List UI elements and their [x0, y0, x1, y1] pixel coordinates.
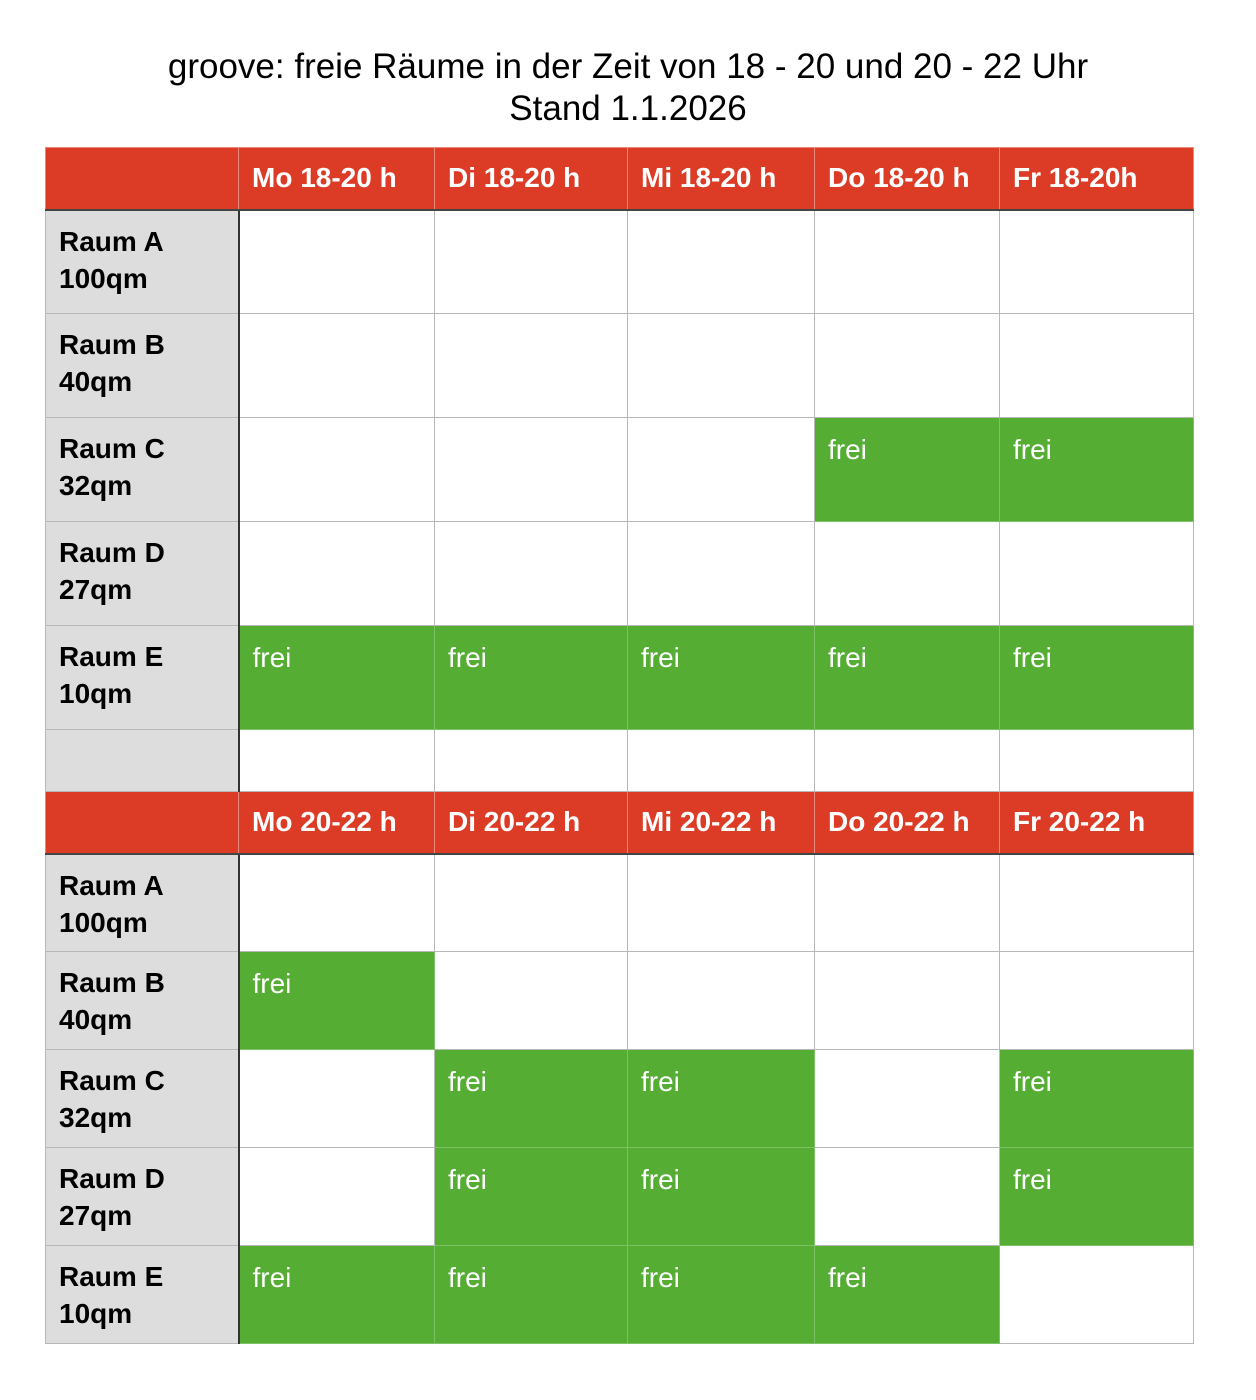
column-header: Fr 20-22 h — [1000, 792, 1194, 854]
room-size: 32qm — [59, 470, 133, 501]
room-size: 27qm — [59, 574, 133, 605]
column-header: Mo 18-20 h — [239, 148, 435, 210]
availability-cell-free — [628, 1246, 815, 1344]
availability-cell-free — [815, 626, 1000, 730]
availability-cell-empty — [628, 854, 815, 952]
header-row — [46, 148, 1194, 210]
room-row — [46, 1148, 1194, 1246]
availability-cell-free — [628, 1050, 815, 1148]
column-header: Mi 18-20 h — [628, 148, 815, 210]
availability-cell-free — [628, 1148, 815, 1246]
column-header: Fr 18-20h — [1000, 148, 1194, 210]
room-size: 10qm — [59, 678, 133, 709]
free-label: frei — [448, 642, 487, 673]
availability-cell-empty — [239, 1148, 435, 1246]
availability-cell-empty — [815, 314, 1000, 418]
availability-cell-empty — [1000, 1246, 1194, 1344]
availability-cell-empty — [435, 418, 628, 522]
free-label: frei — [1013, 1066, 1052, 1097]
room-row — [46, 1050, 1194, 1148]
availability-cell-empty — [435, 952, 628, 1050]
room-name: Raum E — [59, 641, 164, 672]
column-header: Mi 20-22 h — [628, 792, 815, 854]
room-row — [46, 952, 1194, 1050]
room-label — [46, 314, 239, 418]
spacer-row — [46, 730, 1194, 792]
header-corner — [46, 148, 239, 210]
availability-cell-empty — [239, 854, 435, 952]
page-title — [0, 46, 1256, 130]
free-label: frei — [641, 642, 680, 673]
room-row — [46, 314, 1194, 418]
room-size: 100qm — [59, 262, 148, 294]
room-label — [46, 854, 239, 952]
free-label: frei — [1013, 1164, 1052, 1195]
free-label: frei — [448, 1066, 487, 1097]
free-label: frei — [641, 1066, 680, 1097]
spacer-cell — [815, 730, 1000, 792]
free-label: frei — [448, 1262, 487, 1293]
room-name: Raum B — [59, 329, 165, 360]
availability-cell-free — [239, 952, 435, 1050]
room-label — [46, 1050, 239, 1148]
title-line-2: Stand 1.1.2026 — [509, 89, 747, 128]
room-name: Raum A — [59, 225, 164, 257]
availability-cell-empty — [628, 952, 815, 1050]
availability-cell-empty — [435, 522, 628, 626]
availability-cell-free — [1000, 418, 1194, 522]
room-label — [46, 418, 239, 522]
room-name: Raum A — [59, 869, 164, 901]
free-label: frei — [641, 1164, 680, 1195]
availability-cell-empty — [815, 1050, 1000, 1148]
room-name: Raum C — [59, 433, 165, 464]
room-size: 27qm — [59, 1200, 133, 1231]
room-row — [46, 522, 1194, 626]
room-row — [46, 418, 1194, 522]
availability-cell-free — [435, 1246, 628, 1344]
availability-cell-free — [1000, 626, 1194, 730]
free-label: frei — [1013, 642, 1052, 673]
free-label: frei — [448, 1164, 487, 1195]
room-row — [46, 854, 1194, 952]
availability-cell-empty — [628, 314, 815, 418]
free-label: frei — [252, 642, 292, 673]
header-row — [46, 792, 1194, 854]
availability-cell-empty — [1000, 314, 1194, 418]
room-size: 100qm — [59, 906, 148, 938]
free-label: frei — [828, 434, 867, 465]
free-label: frei — [252, 1262, 292, 1293]
room-name: Raum E — [59, 1261, 164, 1292]
availability-cell-empty — [815, 522, 1000, 626]
availability-cell-empty — [815, 1148, 1000, 1246]
availability-cell-empty — [628, 210, 815, 314]
room-row — [46, 1246, 1194, 1344]
room-label — [46, 1148, 239, 1246]
room-schedule-body — [46, 148, 1194, 1344]
room-row — [46, 626, 1194, 730]
availability-cell-empty — [1000, 952, 1194, 1050]
availability-cell-empty — [815, 952, 1000, 1050]
room-name: Raum D — [59, 537, 165, 568]
availability-cell-empty — [435, 854, 628, 952]
room-size: 40qm — [59, 1004, 133, 1035]
availability-cell-empty — [1000, 854, 1194, 952]
room-size: 10qm — [59, 1298, 133, 1329]
availability-cell-free — [435, 626, 628, 730]
availability-cell-empty — [628, 418, 815, 522]
room-label — [46, 626, 239, 730]
availability-cell-free — [815, 1246, 1000, 1344]
availability-cell-free — [1000, 1050, 1194, 1148]
free-label: frei — [641, 1262, 680, 1293]
column-header: Do 18-20 h — [815, 148, 1000, 210]
room-row — [46, 210, 1194, 314]
room-label — [46, 952, 239, 1050]
spacer-label — [46, 730, 239, 792]
availability-cell-free — [435, 1148, 628, 1246]
room-size: 40qm — [59, 366, 133, 397]
availability-cell-free — [1000, 1148, 1194, 1246]
room-name: Raum C — [59, 1065, 165, 1096]
room-label — [46, 522, 239, 626]
spacer-cell — [239, 730, 435, 792]
availability-cell-empty — [239, 314, 435, 418]
availability-cell-free — [628, 626, 815, 730]
availability-cell-empty — [628, 522, 815, 626]
free-label: frei — [252, 968, 292, 999]
availability-cell-empty — [435, 314, 628, 418]
room-name: Raum B — [59, 967, 165, 998]
availability-cell-empty — [239, 522, 435, 626]
column-header: Mo 20-22 h — [239, 792, 435, 854]
availability-cell-empty — [815, 210, 1000, 314]
column-header: Do 20-22 h — [815, 792, 1000, 854]
availability-cell-free — [815, 418, 1000, 522]
free-label: frei — [1013, 434, 1052, 465]
availability-cell-free — [435, 1050, 628, 1148]
header-corner — [46, 792, 239, 854]
availability-cell-free — [239, 1246, 435, 1344]
column-header: Di 18-20 h — [435, 148, 628, 210]
room-label — [46, 210, 239, 314]
title-line-1: groove: freie Räume in der Zeit von 18 - 20 und 20 - 22 Uhr — [167, 47, 1089, 86]
availability-cell-empty — [1000, 522, 1194, 626]
availability-cell-empty — [239, 1050, 435, 1148]
room-name: Raum D — [59, 1163, 165, 1194]
availability-cell-empty — [239, 418, 435, 522]
room-schedule-table — [45, 147, 1194, 1344]
free-label: frei — [828, 642, 867, 673]
availability-cell-empty — [815, 854, 1000, 952]
room-size: 32qm — [59, 1102, 133, 1133]
availability-cell-free — [239, 626, 435, 730]
availability-cell-empty — [435, 210, 628, 314]
spacer-cell — [1000, 730, 1194, 792]
free-label: frei — [828, 1262, 867, 1293]
availability-cell-empty — [1000, 210, 1194, 314]
room-label — [46, 1246, 239, 1344]
column-header: Di 20-22 h — [435, 792, 628, 854]
availability-cell-empty — [239, 210, 435, 314]
spacer-cell — [435, 730, 628, 792]
spacer-cell — [628, 730, 815, 792]
